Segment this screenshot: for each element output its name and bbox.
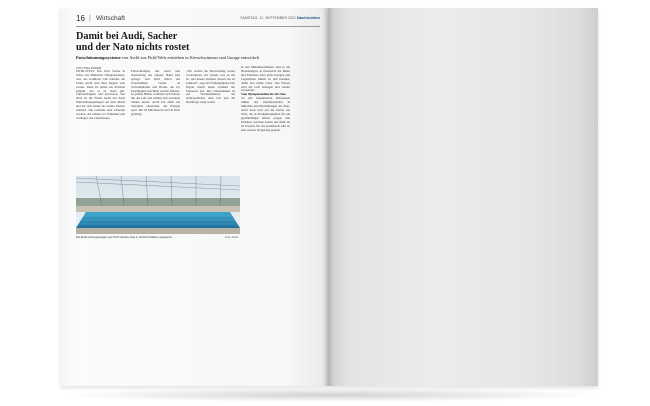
section-label: Wirtschaft [96,15,125,22]
dateline: SAMSTAG, 11. SEPTEMBER 2021 [240,16,296,20]
article-subline [76,55,316,60]
right-page-blank [328,8,598,386]
right-page-edge [578,8,598,386]
column-4-body: Zu den bekanntesten Referenzen zählen das Olympiastadion in München und Einrichtungen der Nato. Auch Audi setzt auf die Geräte aus Wels, die in Produktionshallen für ein gleichmäßiges Klima sorgen. Die Umsätze wuchsen zuletzt um mehr als 20 Prozent, für das kommende Jahr ist eine weitere Steigerung geplant. [241,96,290,132]
publication-logo: Nachrichten [296,15,320,20]
pool-hall-illustration [76,176,240,234]
headline-line-1: Damit bei Audi, Sacher [76,31,178,42]
photo-credit: Foto: Aschl [225,236,238,239]
headline-line-2: und der Nato nichts rostet [76,42,190,53]
article-photo-pool-hall [76,176,240,234]
subline-rest: von Aschl aus Pichl/Wels entstehen in Kiesschwimmer und Garage entwickelt [121,55,260,60]
header-separator: | [89,15,91,22]
page-gutter [322,8,334,386]
column-4-subheading: Vom Olympiastadion bis zur Nato [241,92,286,97]
header-rule [76,26,320,27]
article-column-3: „Wir wollen die Entwicklung weiter vorantreiben, wir wissen, was zu tun ist, und unsere Kunden wissen das zu schätzen“, sagt der Firmengründer. Der Export macht einen Großteil des Umsatzes aus. Das Unternehmen ist auf Wachstumskurs, die Auftragsbücher sind voll und die Nachfrage steigt weiter. [186,70,235,105]
article-column-4 [241,66,290,232]
article-byline: VON TINA ENKER [76,66,102,70]
column-4-intro: In den Mittelmeerländern sind es die Hotelanlagen, in Österreich die Bäder und Thermen. Aber auch Garagen und Lagerhallen zählen zu den Kunden, damit dort nichts rostet. Das Wasser wird der Luft entzogen und wieder verwendet. [241,66,290,93]
photo-caption: Die Entfeuchtungsanlagen aus Pichl werden etwa in Schwimmbädern eingesetzt. [76,236,173,239]
article-column-2: Entwicklungen, mit Gerät und Ausstattung aus eigener Hand sind gefragt. Seit 2016 liefert das Unternehmen Geräte an Schwimmbäder und Hotels, die vor Feuchtigkeit geschützt werden müssen. In großen Hallen verbindet sich Wasser mit der Luft und schlägt sich an kalten Stellen nieder. Aschl hat dafür ein Verfahren entwickelt, das Energie spart. Mit 18 Mitarbeitern wird in Wels gefertigt. [131,70,180,116]
article-column-1: PICHL/WELS. Das Wort Sacher in Wien, das Münchner Olympiastadion, oder das Golfhotel: Die Kunden der Firma Aschl sind ihrer Region weit voraus. Denn sie haben ein Problem gemein, das es zu lösen gilt: Luftfeuchtigkeit und Korrosion. Seit 2016 ist die Firma Aschl mit ihren Entfeuchtungsanlagen auf dem Markt und hat sich seither als starker Partner etabliert. Die Gebäude sind schneller trocken, das schützt vor Schimmel und verlängert die Lebensdauer. [76,70,125,120]
subline-bold: Entschäumungssysteme [76,55,121,60]
magazine-shadow [58,388,603,402]
article-headline [76,31,316,53]
page-number: 16 [76,14,85,23]
